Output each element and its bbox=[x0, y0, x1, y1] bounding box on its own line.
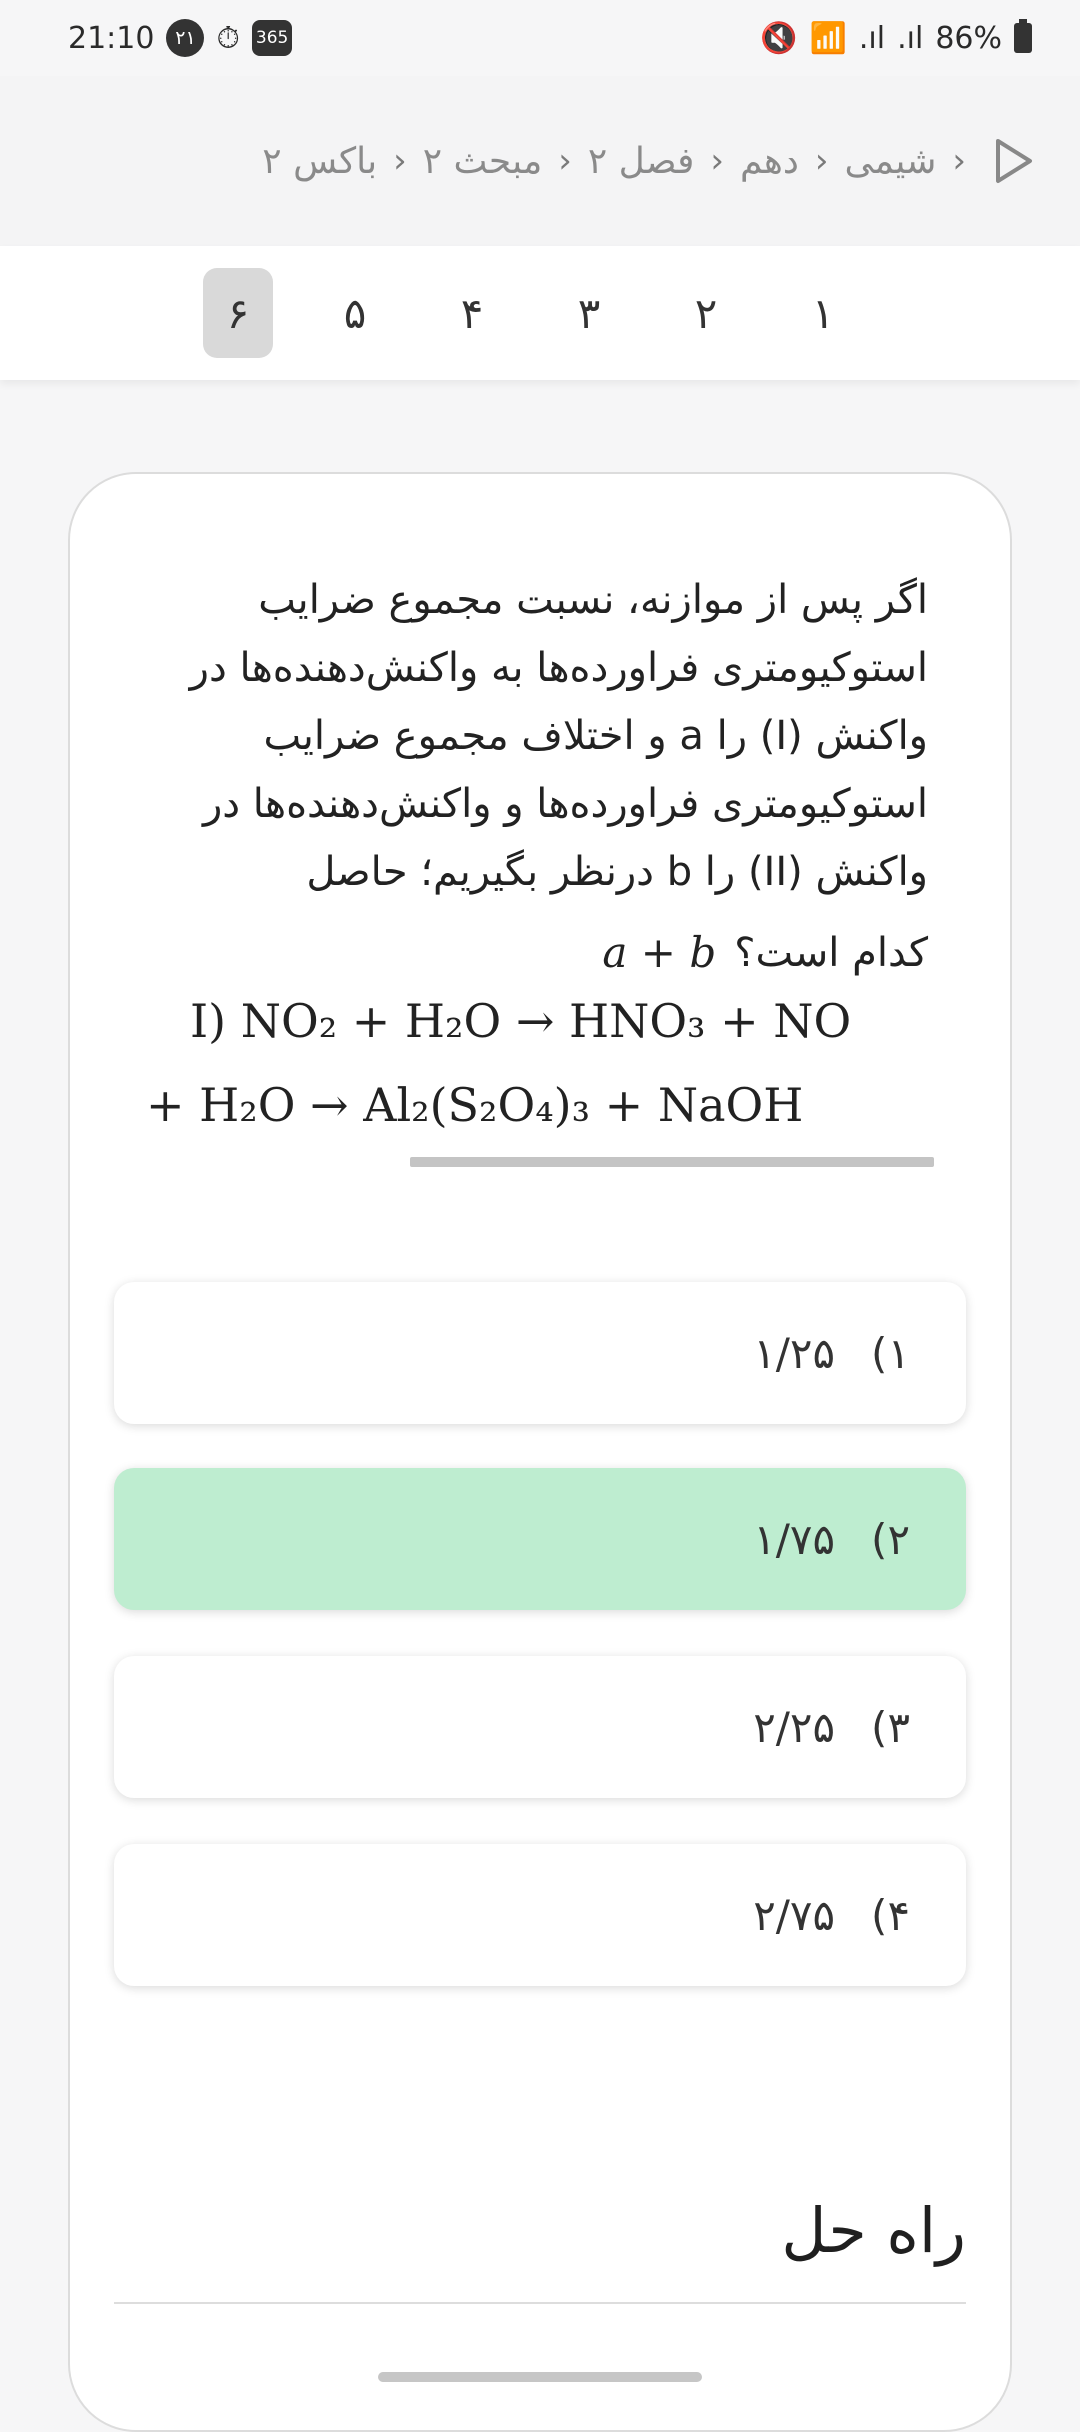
option-number: ۳) bbox=[871, 1702, 910, 1752]
chevron-left-icon: ‹ bbox=[814, 141, 829, 181]
ask-text: کدام است؟ bbox=[734, 929, 928, 976]
tab-question-6[interactable]: ۶ bbox=[203, 268, 273, 358]
play-icon[interactable] bbox=[984, 133, 1040, 189]
breadcrumb-items bbox=[262, 141, 966, 182]
timer-icon: ⏱ bbox=[216, 20, 240, 56]
option-value: ۲/۷۵ bbox=[753, 1890, 836, 1940]
tab-question-3[interactable]: ۳ bbox=[577, 288, 601, 338]
breadcrumb-item[interactable]: شیمی bbox=[844, 140, 937, 182]
chevron-left-icon: ‹ bbox=[952, 141, 966, 181]
breadcrumb-item[interactable]: مبحث ۲ bbox=[422, 140, 543, 182]
signal-icon-2: .ıl bbox=[897, 20, 924, 56]
status-bar bbox=[0, 0, 1080, 76]
equation-1: I) NO₂ + H₂O → HNO₃ + NO bbox=[190, 994, 852, 1048]
question-card bbox=[68, 472, 1012, 2432]
option-number: ۴) bbox=[871, 1890, 910, 1940]
equation-2: + H₂O → Al₂(S₂O₄)₃ + NaOH bbox=[146, 1078, 804, 1132]
breadcrumb bbox=[0, 76, 1080, 246]
battery-level: 86% bbox=[935, 20, 1002, 56]
tab-question-2[interactable]: ۲ bbox=[694, 288, 718, 338]
option-value: ۱/۲۵ bbox=[753, 1328, 836, 1378]
status-right bbox=[760, 21, 1032, 56]
question-tabs bbox=[203, 268, 858, 358]
battery-icon bbox=[1014, 23, 1032, 53]
option-1[interactable] bbox=[114, 1282, 966, 1424]
chevron-left-icon: ‹ bbox=[393, 141, 407, 181]
option-4[interactable] bbox=[114, 1844, 966, 1986]
breadcrumb-item[interactable]: دهم bbox=[739, 140, 799, 182]
question-tabs-bar bbox=[0, 246, 1080, 380]
chevron-left-icon: ‹ bbox=[558, 141, 572, 181]
breadcrumb-item[interactable]: فصل ۲ bbox=[587, 140, 695, 182]
option-value: ۲/۲۵ bbox=[753, 1702, 836, 1752]
question-ask bbox=[602, 928, 928, 977]
status-left bbox=[68, 19, 292, 57]
horizontal-scrollbar[interactable] bbox=[410, 1157, 934, 1167]
clock: 21:10 bbox=[68, 20, 155, 56]
wifi-icon: 📶 bbox=[809, 20, 847, 56]
option-value: ۱/۷۵ bbox=[753, 1514, 836, 1564]
tab-question-1[interactable]: ۱ bbox=[811, 288, 835, 338]
signal-icon: .ıl bbox=[858, 20, 886, 56]
app-365-icon: 365 bbox=[252, 20, 292, 56]
breadcrumb-item[interactable]: باکس ۲ bbox=[262, 140, 378, 182]
home-indicator[interactable] bbox=[378, 2372, 702, 2382]
option-number: ۲) bbox=[871, 1514, 910, 1564]
tab-question-4[interactable]: ۴ bbox=[460, 288, 484, 338]
solution-title: راه حل bbox=[781, 2194, 966, 2267]
option-3[interactable] bbox=[114, 1656, 966, 1798]
option-2[interactable] bbox=[114, 1468, 966, 1610]
chevron-left-icon: ‹ bbox=[710, 141, 724, 181]
question-text: اگر پس از موازنه، نسبت مجموع ضرایب استوکیومتری فراورده‌ها به واکنش‌دهنده‌ها در واکنش (I) را a و اختلاف مجموع ضرایب استوکیومتری فراورده‌ها و واکنش‌دهنده‌ها در واکنش (II) را b درنظر بگیریم؛ حاصل bbox=[189, 577, 928, 895]
option-number: ۱) bbox=[871, 1328, 910, 1378]
ask-math: a + b bbox=[602, 928, 717, 977]
mute-icon: 🔇 bbox=[760, 20, 798, 56]
divider bbox=[114, 2302, 966, 2304]
tab-question-5[interactable]: ۵ bbox=[343, 288, 367, 338]
notification-count-badge: ۲۱ bbox=[166, 19, 204, 57]
